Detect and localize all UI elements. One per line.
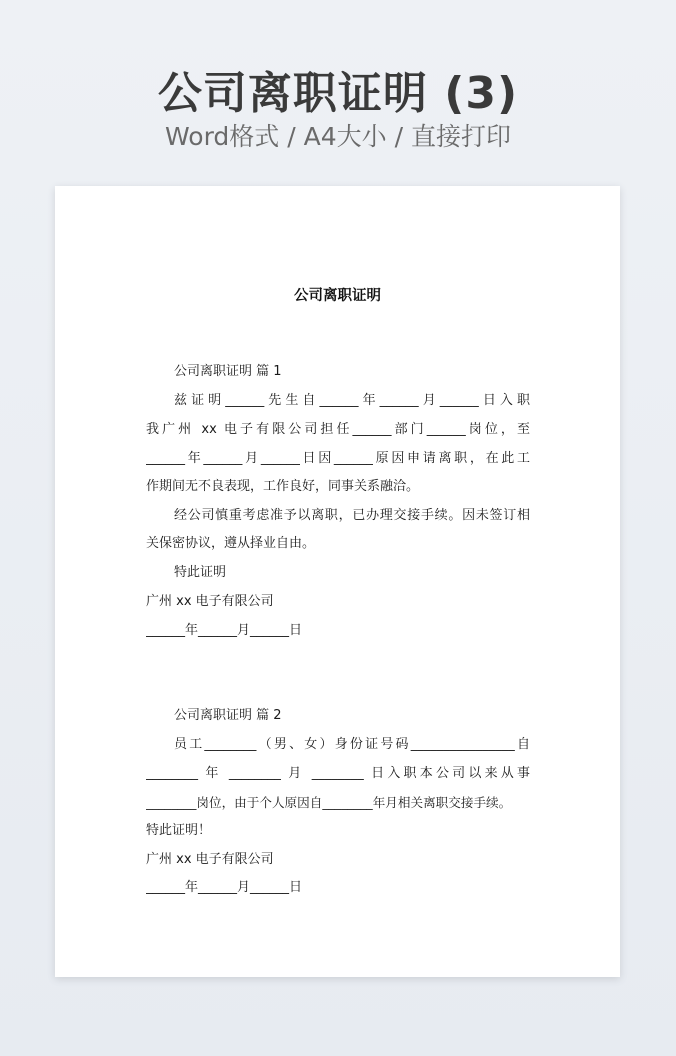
document-page bbox=[55, 186, 620, 977]
section1-line: 我广州 xx 电子有限公司担任______部门______岗位，至 bbox=[146, 422, 530, 437]
section1-heading: 公司离职证明 篇 1 bbox=[174, 364, 282, 379]
section1-line: 经公司慎重考虑准予以离职，已办理交接手续。因未签订相 bbox=[174, 508, 530, 523]
section1-line: 关保密协议，遵从择业自由。 bbox=[146, 536, 316, 551]
section1-line: 兹证明______先生自______年______月______日入职 bbox=[174, 393, 530, 408]
section1-date: ______年______月______日 bbox=[146, 623, 303, 638]
section1-company: 广州 xx 电子有限公司 bbox=[146, 594, 274, 609]
section2-line: ________岗位，由于个人原因自________年月相关离职交接手续。 bbox=[146, 795, 512, 810]
page-subtitle: Word格式 / A4大小 / 直接打印 bbox=[165, 122, 511, 151]
section1-line: 作期间无不良表现，工作良好，同事关系融洽。 bbox=[146, 479, 420, 494]
section2-line: 员工________（男、女）身份证号码________________自 bbox=[174, 737, 530, 752]
section2-date: ______年______月______日 bbox=[146, 880, 303, 895]
section1-line: 特此证明 bbox=[174, 565, 227, 580]
section2-line: 特此证明！ bbox=[146, 823, 212, 838]
section2-heading: 公司离职证明 篇 2 bbox=[174, 708, 282, 723]
section2-company: 广州 xx 电子有限公司 bbox=[146, 852, 274, 867]
page-title: 公司离职证明 (3) bbox=[157, 68, 519, 119]
section1-line: ______年______月______日因______原因申请离职，在此工 bbox=[146, 451, 530, 466]
section2-line: ________ 年 ________ 月 ________ 日入职本公司以来从事 bbox=[146, 766, 530, 781]
document-title: 公司离职证明 bbox=[294, 288, 381, 304]
